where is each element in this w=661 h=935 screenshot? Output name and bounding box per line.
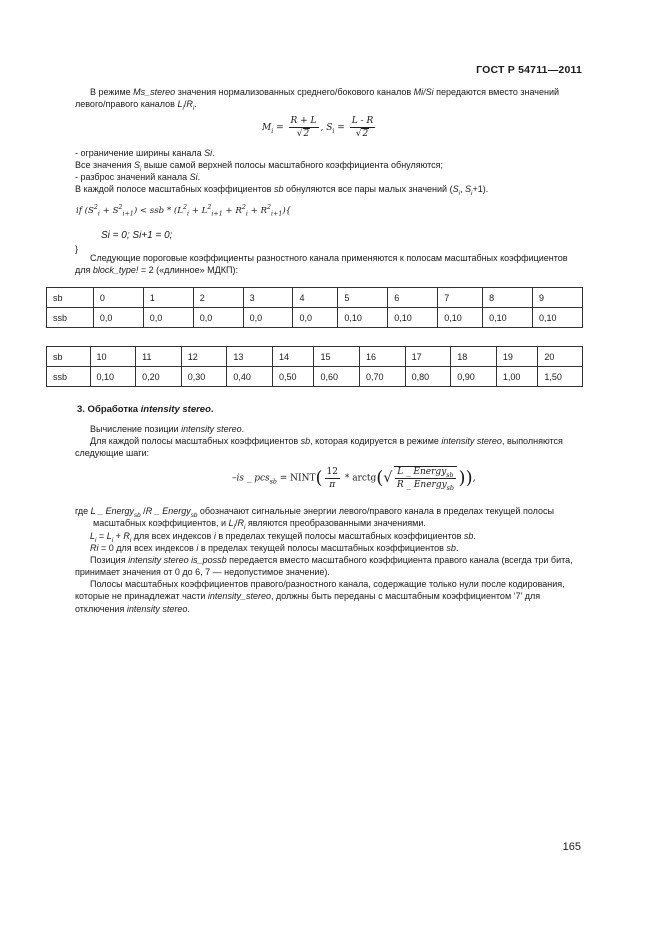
term: intensity stereo [441, 436, 502, 446]
part: + R [247, 206, 268, 216]
table-cell: 17 [405, 347, 451, 367]
sub: i [332, 127, 335, 135]
text: значения нормализованных среднего/бокового каналов [175, 87, 414, 97]
table-cell: 0,80 [405, 367, 451, 387]
page-number: 165 [562, 841, 581, 853]
sub: i+1 [122, 210, 134, 218]
table-cell: 0,10 [533, 308, 583, 328]
text: , должны быть переданы с масштабным коэффициентом ‘7’ для отключения [75, 591, 541, 614]
var: R [237, 518, 244, 529]
var: sb [273, 184, 284, 194]
where-paragraph [75, 505, 582, 530]
text: . [212, 148, 215, 158]
sub: i [471, 189, 473, 197]
sub: i [187, 210, 190, 218]
var: M [262, 123, 272, 133]
standard-header: ГОСТ Р 54711—2011 [476, 64, 582, 76]
table-cell: 1,00 [496, 367, 537, 387]
var: L [228, 518, 234, 529]
text: . [473, 531, 476, 541]
term: intensity stereo is_possb [128, 555, 227, 565]
denominator [289, 128, 319, 139]
text: Полосы масштабных коэффициентов правого/разностного канала, содержащие только нули после кодирования, которые не принадлежат части [75, 579, 565, 602]
text: передаются вместо значений левого/правого каналов [75, 87, 560, 110]
table-cell: 15 [314, 347, 360, 367]
text: - разброс значений канала [75, 172, 190, 182]
section-heading [77, 404, 214, 415]
text: +1). [472, 184, 489, 194]
step-spread [75, 171, 582, 183]
table-cell: 3 [243, 288, 293, 308]
table-row [47, 347, 583, 367]
numerator-text: L _ Energy [397, 467, 447, 477]
text: Позиция [90, 555, 129, 565]
formula-mi-si [262, 116, 377, 139]
text: выше самой верхней полосы масштабного коэффициента обнуляются; [141, 160, 444, 170]
table-cell: 4 [293, 288, 338, 308]
sqrt-sign: √ [383, 470, 393, 486]
sub: i [458, 189, 460, 197]
sub: sb [190, 511, 198, 519]
sub: i+1 [211, 210, 223, 218]
table-cell: 0,0 [143, 308, 193, 328]
table-cell: 1,50 [538, 367, 583, 387]
assign-line: Si = 0; Si+1 = 0; [101, 230, 173, 241]
table-cell: 0,10 [483, 308, 533, 328]
table-cell: 0,50 [272, 367, 313, 387]
sub: i [95, 536, 97, 544]
text: В режиме [90, 87, 134, 97]
fraction [289, 116, 319, 139]
step-limit [75, 147, 582, 159]
fraction [325, 467, 340, 490]
text: / [140, 506, 146, 516]
text: . [455, 543, 459, 553]
sup: 2 [182, 204, 187, 212]
numerator: L - R [351, 116, 374, 126]
var: sb [446, 543, 456, 553]
table-cell: sb [47, 288, 94, 308]
text: = [96, 531, 107, 541]
text: = 0 для всех индексов [98, 543, 197, 553]
var: L _ Energy [90, 506, 135, 516]
text: Вычисление позиции [90, 424, 182, 434]
part: ){ [282, 206, 292, 216]
var: sb [463, 531, 474, 541]
sub: i [182, 105, 184, 113]
table-cell: 0,70 [360, 367, 406, 387]
text: / [183, 99, 187, 110]
intro-paragraph [75, 86, 582, 111]
term: Mi/Si [413, 87, 434, 97]
table-cell: 13 [227, 347, 273, 367]
thresholds-paragraph [75, 252, 582, 277]
text: . [241, 424, 245, 434]
comma: , [472, 473, 476, 484]
eq: = NINT [276, 473, 316, 484]
var: Ri [90, 543, 99, 553]
var: Si [189, 172, 198, 182]
text: . [197, 172, 201, 182]
arctg: * arctg [341, 473, 377, 484]
var: Si [204, 148, 213, 158]
text: обнуляются все пары малых значений ( [283, 184, 453, 194]
table-cell: 0,40 [227, 367, 273, 387]
sub: sb [134, 511, 141, 519]
radicand: 2 [362, 129, 369, 139]
table-cell: 0,0 [293, 308, 338, 328]
numerator [395, 467, 455, 479]
lhs: –is _ pcs [232, 473, 270, 484]
sub: sb [269, 478, 277, 486]
table-cell: 0,0 [193, 308, 243, 328]
sup: 2 [267, 204, 272, 212]
var: S [326, 123, 333, 133]
text: / [234, 518, 238, 529]
paren-open: ( [315, 467, 323, 489]
term: intensity stereo [140, 404, 211, 415]
text: Для каждой полосы масштабных коэффициентов [90, 436, 301, 446]
text: = 2 («длинное» МДКП): [138, 265, 238, 276]
denominator-text: R _ Energy [396, 480, 447, 490]
table-cell: 20 [538, 347, 583, 367]
table-cell: 16 [360, 347, 406, 367]
sub: i [140, 165, 142, 173]
table-cell: 0,10 [388, 308, 438, 328]
var: L [106, 531, 112, 541]
formula-is-pcs [232, 466, 475, 490]
denominator: π [329, 479, 336, 490]
table-cell: 0,10 [338, 308, 388, 328]
var: S [452, 184, 459, 194]
table-cell: 8 [483, 288, 533, 308]
table-cell: ssb [47, 308, 94, 328]
table-cell: 0,90 [451, 367, 497, 387]
table-cell: 0,0 [243, 308, 293, 328]
calc-line [75, 423, 582, 435]
numerator: R + L [290, 116, 317, 126]
table-cell: 0 [93, 288, 143, 308]
li-line [75, 530, 582, 542]
table-cell: 9 [533, 288, 583, 308]
var: i [196, 543, 199, 553]
sup: 2 [241, 204, 246, 212]
table-cell: 0,30 [181, 367, 227, 387]
part: if (S [76, 206, 94, 216]
var: L [177, 99, 183, 110]
text: . [194, 99, 197, 110]
text: обозначают сигнальные энергии левого/правого канала в пределах текущей полосы масштабных коэффициентов, и [93, 506, 554, 529]
radicand: 2 [303, 129, 310, 139]
table-cell: 0,10 [438, 308, 483, 328]
text: , выполняются следующие шаги: [75, 436, 563, 459]
term: intensity_stereo [207, 591, 271, 602]
text: Следующие пороговые коэффициенты разностного канала применяются к полосам масштабных коэффициентов для [75, 253, 568, 276]
closing-brace: } [75, 244, 79, 254]
numerator: 12 [326, 466, 338, 477]
part: + L [189, 206, 208, 216]
text: являются преобразованными значениями. [245, 518, 426, 529]
text: в пределах текущей полосы масштабных коэффициентов [215, 531, 464, 541]
sup: 2 [118, 204, 123, 212]
var: R _ Energy [145, 506, 191, 516]
sub: i [192, 105, 195, 113]
var: R [123, 531, 130, 541]
table-cell: 10 [90, 347, 136, 367]
sub: i [129, 536, 132, 544]
text: в пределах текущей полосы масштабных коэффициентов [198, 543, 447, 553]
text: 3. Обработка [77, 404, 141, 415]
ri-line [75, 542, 582, 554]
sub: sb [446, 471, 454, 479]
text: , которая кодируется в режиме [310, 436, 442, 446]
term: block_type! [92, 265, 139, 276]
table-row [47, 288, 583, 308]
table-row [47, 367, 583, 387]
text: где [75, 506, 91, 516]
part: + R [222, 206, 242, 216]
table-cell: 0,0 [93, 308, 143, 328]
step-zero [75, 159, 582, 171]
table-cell: 0,10 [90, 367, 136, 387]
sup: 2 [93, 204, 98, 212]
final-paragraph [75, 578, 582, 615]
table-cell: 11 [136, 347, 182, 367]
denominator [350, 128, 376, 139]
text: . [187, 603, 190, 614]
sqrt-sign: √ [355, 129, 362, 139]
var: sb [300, 436, 311, 446]
text: + [113, 531, 124, 541]
position-paragraph [75, 554, 582, 579]
table-cell: 19 [496, 347, 537, 367]
table-cell: 0,60 [314, 367, 360, 387]
eq: = [334, 123, 348, 133]
table-cell: 1 [143, 288, 193, 308]
bands-paragraph [75, 435, 582, 460]
denominator [395, 479, 455, 490]
table-cell: 18 [451, 347, 497, 367]
var: L [90, 531, 96, 541]
table-cell: sb [47, 347, 91, 367]
table-cell: 2 [193, 288, 243, 308]
table-cell: 12 [181, 347, 227, 367]
text: для всех индексов [131, 531, 214, 541]
table-cell: 7 [438, 288, 483, 308]
term: intensity stereo [126, 603, 188, 614]
sub: i [243, 524, 246, 532]
sub: sb [446, 484, 454, 492]
fraction [350, 116, 376, 139]
formula-if-condition [76, 206, 291, 216]
fraction [394, 466, 456, 490]
paren-open: ( [376, 467, 384, 489]
sub: i [111, 536, 114, 544]
term: Ms_stereo [133, 87, 176, 97]
text: В каждой полосе масштабных коэффициентов [75, 184, 274, 194]
step-pairs [75, 183, 582, 195]
sqrt-sign: √ [296, 129, 303, 139]
sub: i+1 [271, 210, 283, 218]
paren-close: )) [458, 467, 473, 489]
var: S [133, 160, 140, 170]
text: . [210, 404, 214, 415]
table-cell: ssb [47, 367, 91, 387]
table-cell: 14 [272, 347, 313, 367]
var: i [213, 531, 216, 541]
table-row [47, 308, 583, 328]
text: передается вместо масштабного коэффициента правого канала (всегда три бита, принимает значения от 0 до 6, 7 — недопустимое значение). [75, 555, 573, 578]
sub: i [271, 127, 274, 135]
table-cell: 0,20 [136, 367, 182, 387]
eq: = [273, 123, 287, 133]
sub: i [233, 524, 235, 532]
threshold-table-2 [46, 346, 583, 387]
table-cell: 6 [388, 288, 438, 308]
table-cell: 5 [338, 288, 388, 308]
threshold-table-1 [46, 287, 583, 328]
var: R [186, 99, 193, 110]
comma: , [320, 123, 327, 133]
var: S [465, 184, 472, 194]
text: - ограничение ширины канала [75, 148, 205, 158]
text: , [460, 184, 466, 194]
part: + S [99, 206, 119, 216]
term: intensity stereo [181, 424, 242, 434]
text: Все значения [75, 160, 134, 170]
sub: i [97, 210, 100, 218]
sup: 2 [207, 204, 212, 212]
sub: i [245, 210, 248, 218]
part: ) < ssb * (L [133, 206, 183, 216]
